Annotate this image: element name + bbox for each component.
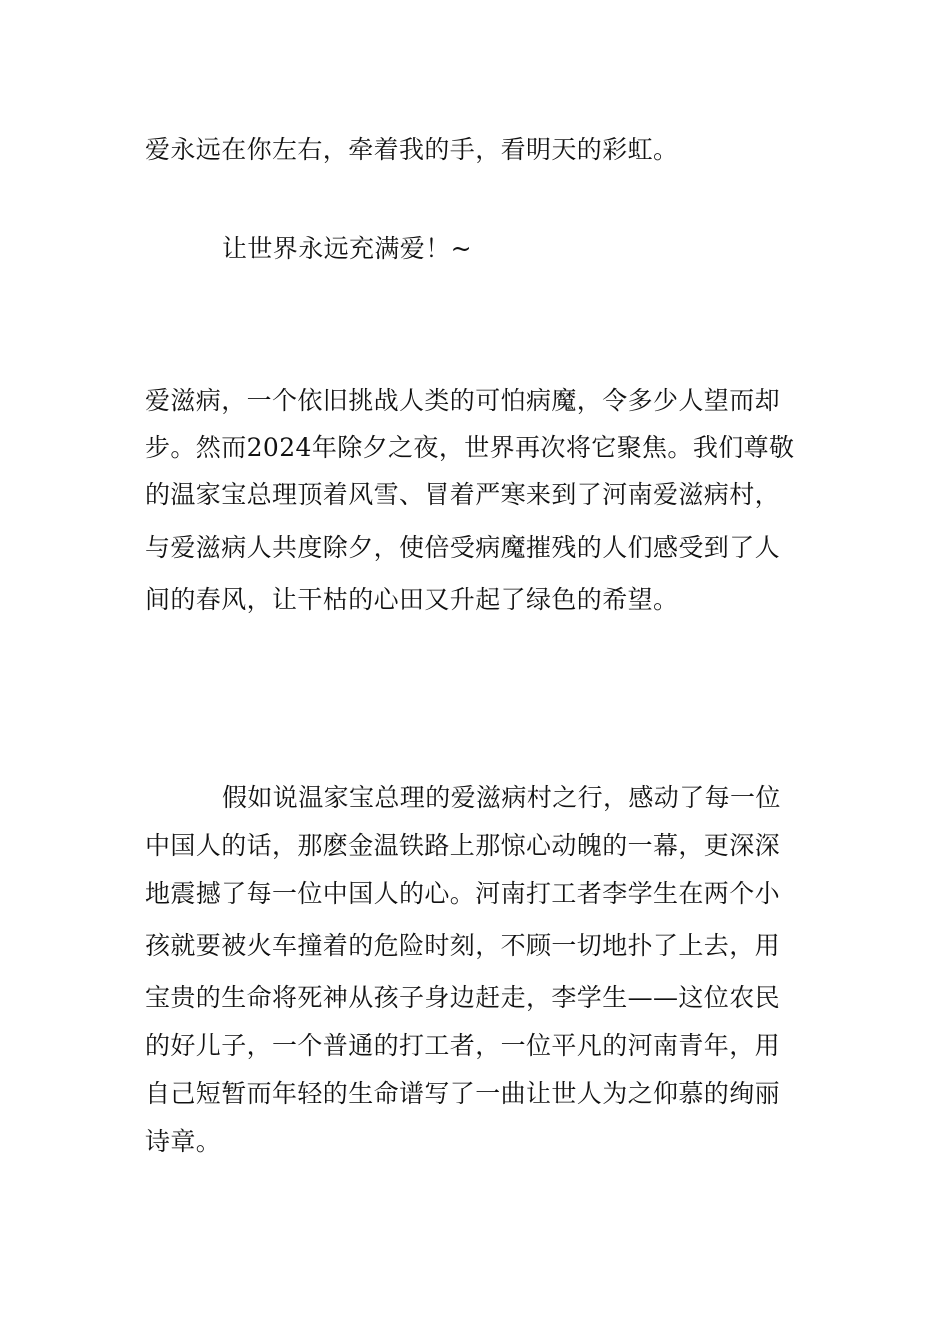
- paragraph-line: 爱滋病，一个依旧挑战人类的可怕病魔，令多少人望而却: [145, 386, 781, 415]
- paragraph-line: 孩就要被火车撞着的危险时刻，不顾一切地扑了上去，用: [145, 931, 781, 960]
- paragraph-line: 地震撼了每一位中国人的心。河南打工者李学生在两个小: [145, 879, 781, 908]
- paragraph-line: 步。然而2024年除夕之夜，世界再次将它聚焦。我们尊敬: [145, 433, 795, 462]
- paragraph-line: 宝贵的生命将死神从孩子身边赶走，李学生——这位农民: [145, 983, 781, 1012]
- paragraph-line: 的好儿子，一个普通的打工者，一位平凡的河南青年，用: [145, 1031, 781, 1060]
- paragraph-line: 假如说温家宝总理的爱滋病村之行，感动了每一位: [222, 783, 781, 812]
- paragraph-line: 中国人的话，那麽金温铁路上那惊心动魄的一幕，更深深: [145, 831, 781, 860]
- paragraph-line: 与爱滋病人共度除夕，使倍受病魔摧残的人们感受到了人: [145, 533, 781, 562]
- paragraph-line: 诗章。: [145, 1127, 222, 1156]
- paragraph-line: 自己短暂而年轻的生命谱写了一曲让世人为之仰慕的绚丽: [145, 1079, 781, 1108]
- slogan-line: 让世界永远充满爱！~: [222, 234, 472, 263]
- closing-line: 爱永远在你左右，牵着我的手，看明天的彩虹。: [145, 135, 679, 164]
- paragraph-line: 间的春风，让干枯的心田又升起了绿色的希望。: [145, 585, 679, 614]
- paragraph-line: 的温家宝总理顶着风雪、冒着严寒来到了河南爱滋病村，: [145, 480, 781, 509]
